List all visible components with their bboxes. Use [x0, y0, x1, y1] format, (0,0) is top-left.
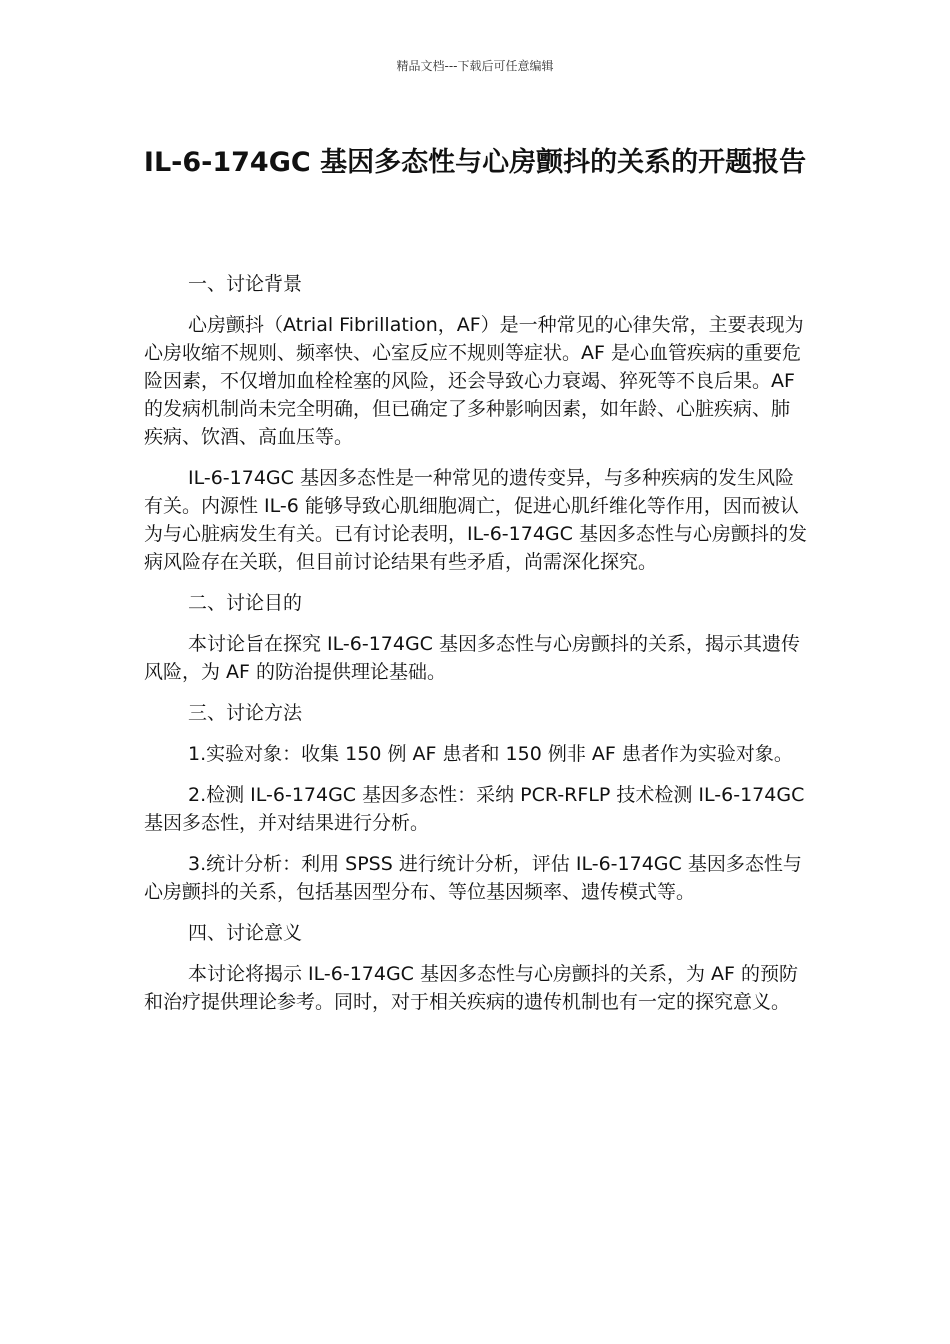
section-heading-methods: 三、讨论方法	[188, 702, 303, 724]
paragraph-methods-subjects: 1.实验对象：收集 150 例 AF 患者和 150 例非 AF 患者作为实验对象。	[188, 743, 793, 765]
section-heading-background: 一、讨论背景	[188, 273, 303, 295]
paragraph-background-2: IL-6-174GC 基因多态性是一种常见的遗传变异，与多种疾病的发生风险有关。内源性 IL-6 能够导致心肌细胞凋亡，促进心肌纤维化等作用，因而被认为与心脏病发生有关。已有讨论表明，IL-6-174GC 基因多态性与心房颤抖的发病风险存在关联，但目前讨论结果有些矛盾，尚需深化探究。	[144, 467, 807, 573]
paragraph-significance: 本讨论将揭示 IL-6-174GC 基因多态性与心房颤抖的关系，为 AF 的预防和治疗提供理论参考。同时，对于相关疾病的遗传机制也有一定的探究意义。	[144, 963, 798, 1013]
paragraph-background-1: 心房颤抖（Atrial Fibrillation，AF）是一种常见的心律失常，主要表现为心房收缩不规则、频率快、心室反应不规则等症状。AF 是心血管疾病的重要危险因素，不仅增加血栓栓塞的风险，还会导致心力衰竭、猝死等不良后果。AF 的发病机制尚未完全明确，但已确定了多种影响因素，如年龄、心脏疾病、肺疾病、饮酒、高血压等。	[144, 314, 804, 448]
paragraph-methods-detection: 2.检测 IL-6-174GC 基因多态性：采纳 PCR-RFLP 技术检测 IL-6-174GC 基因多态性，并对结果进行分析。	[144, 784, 805, 834]
paragraph-purpose: 本讨论旨在探究 IL-6-174GC 基因多态性与心房颤抖的关系，揭示其遗传风险，为 AF 的防治提供理论基础。	[144, 633, 800, 683]
page-header: 精品文档---下载后可任意编辑	[396, 59, 554, 73]
document-body	[144, 270, 808, 1029]
section-heading-significance: 四、讨论意义	[188, 922, 303, 944]
document-title: IL-6-174GC 基因多态性与心房颤抖的关系的开题报告	[143, 147, 807, 178]
section-heading-purpose: 二、讨论目的	[188, 592, 303, 614]
paragraph-methods-statistics: 3.统计分析：利用 SPSS 进行统计分析，评估 IL-6-174GC 基因多态性与心房颤抖的关系，包括基因型分布、等位基因频率、遗传模式等。	[144, 853, 802, 903]
